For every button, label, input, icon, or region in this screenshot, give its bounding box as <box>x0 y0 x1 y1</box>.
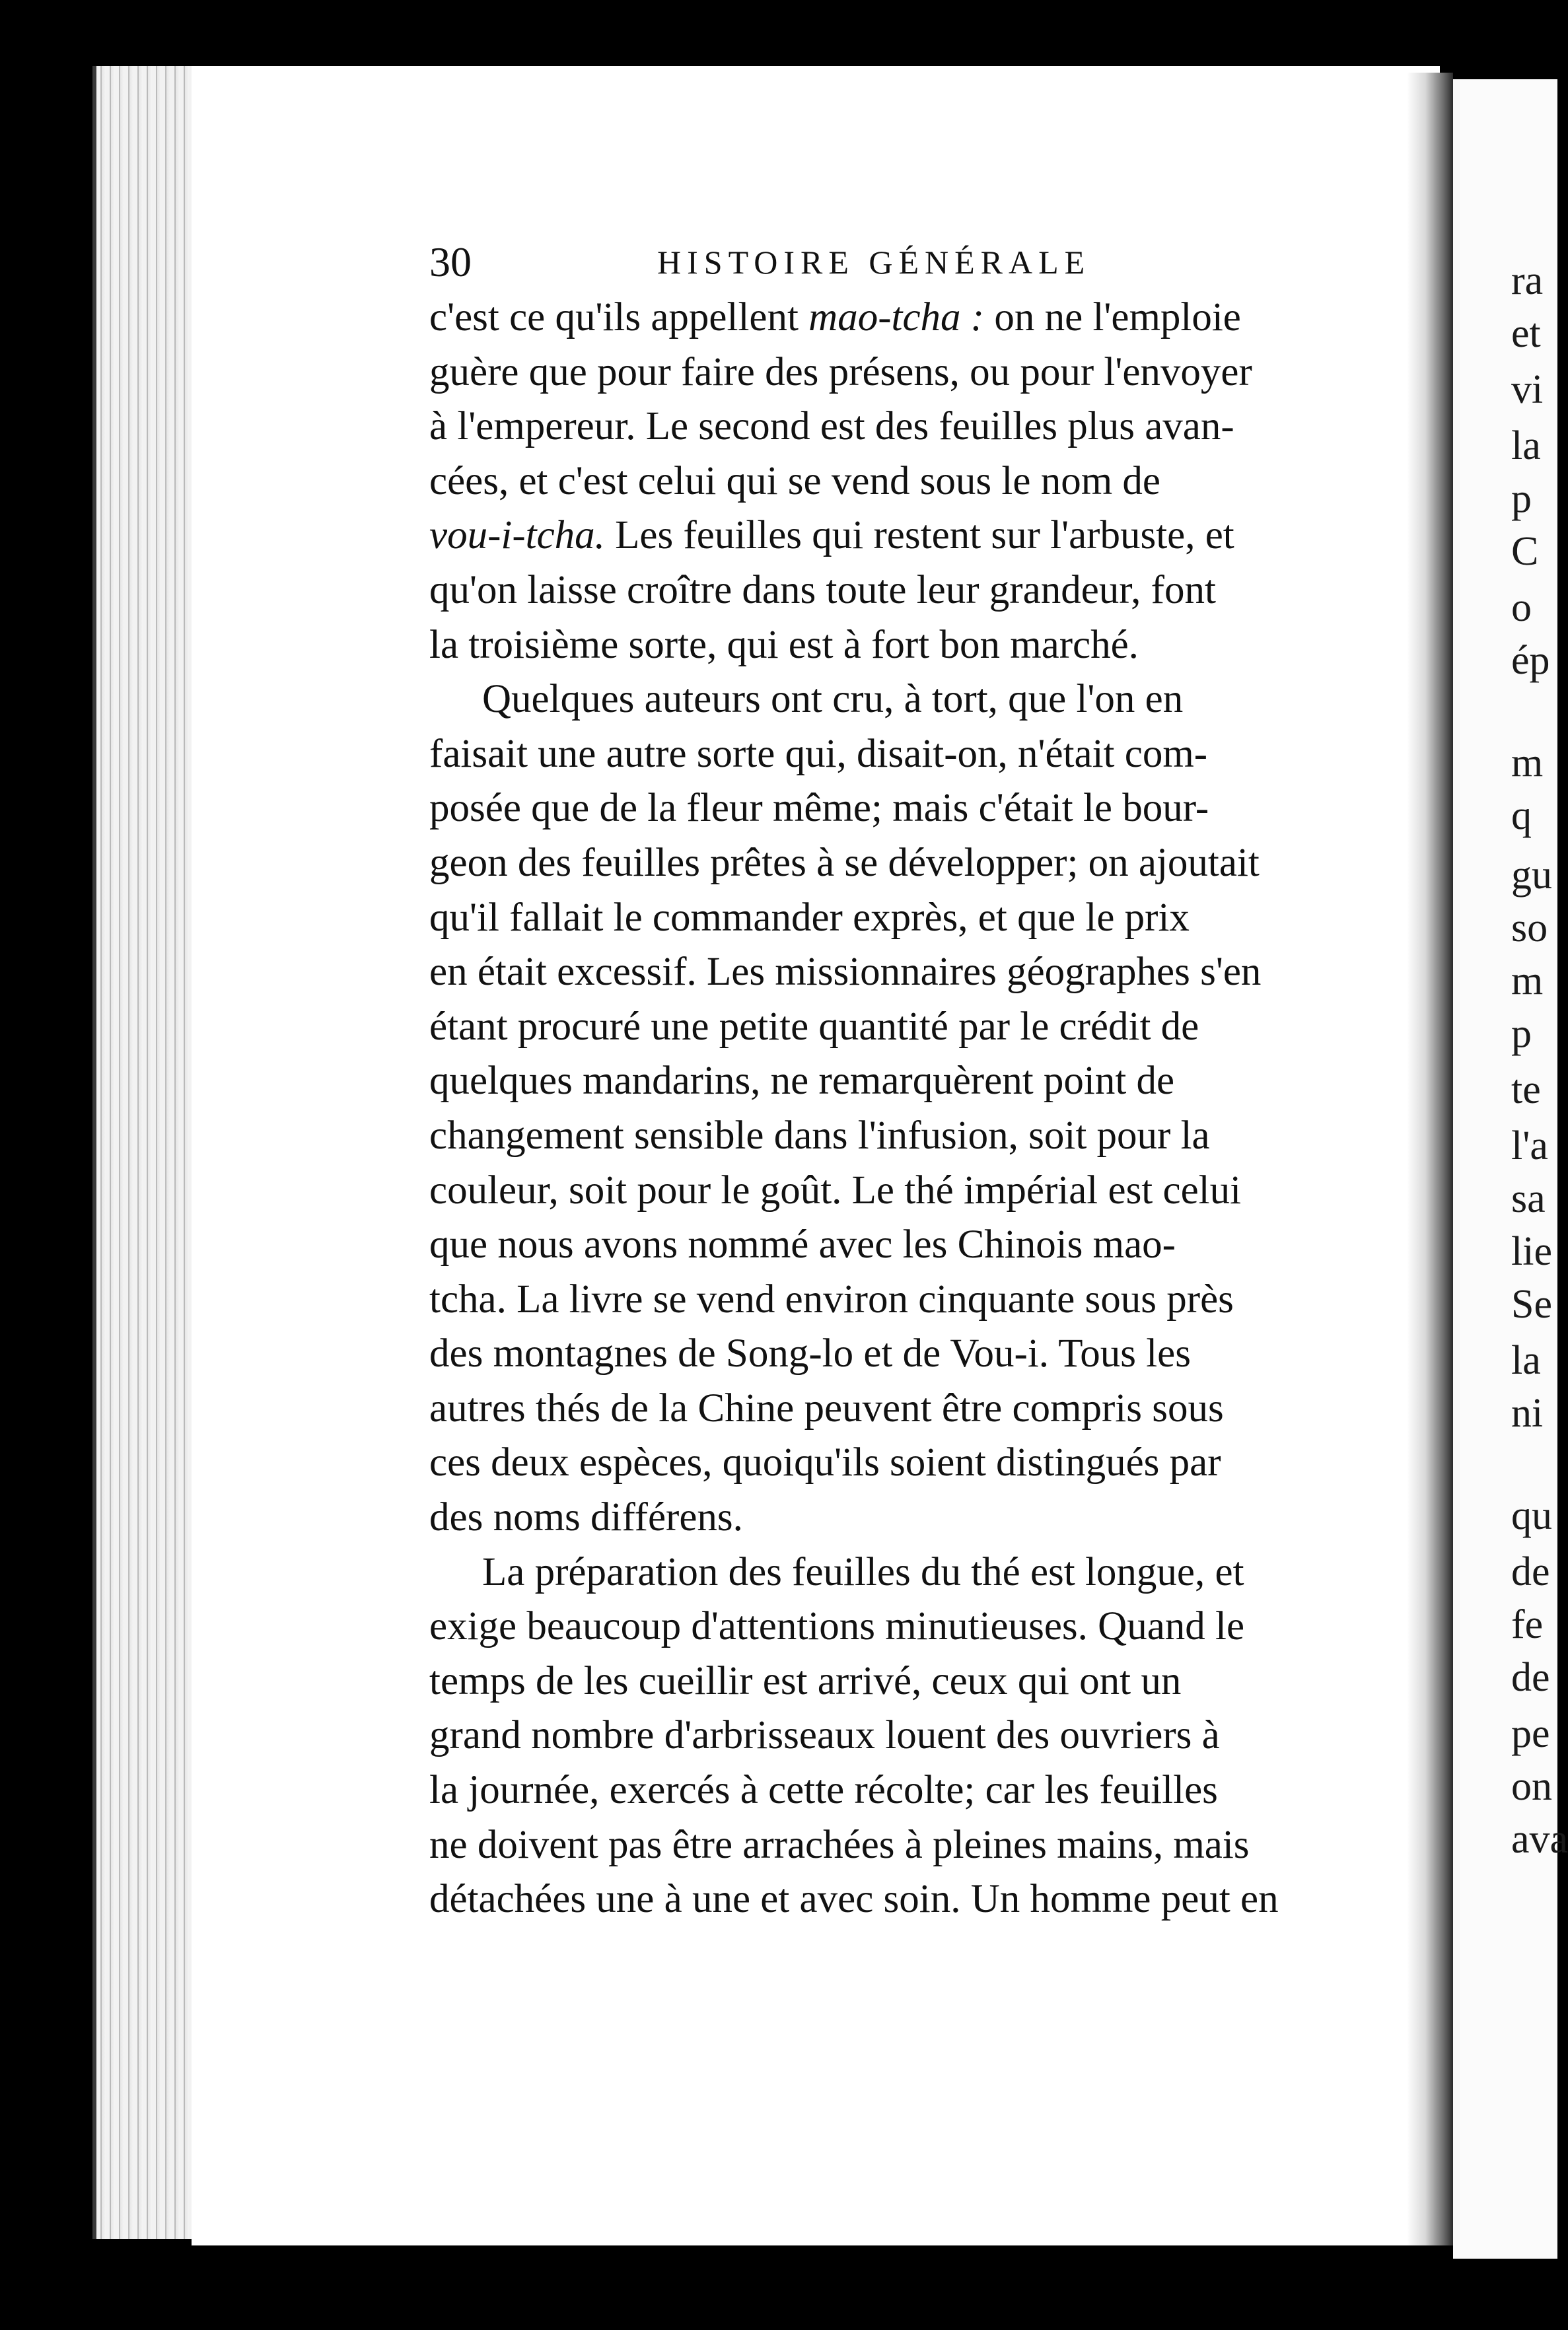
text-line: La préparation des feuilles du thé est longue, et <box>482 1549 1244 1594</box>
page-header <box>429 238 1268 291</box>
text-line: changement sensible dans l'infusion, soit pour la <box>429 1113 1210 1158</box>
facing-page <box>1453 79 1568 2259</box>
facing-page-fragment: on <box>1511 1764 1552 1809</box>
text-line: tcha. La livre se vend environ cinquante sous près <box>429 1277 1234 1322</box>
italic-term: vou-i-tcha. <box>429 513 605 558</box>
text-line: quelques mandarins, ne remarquèrent point de <box>429 1059 1175 1104</box>
page-number: 30 <box>429 238 472 285</box>
facing-page-fragment: gu <box>1511 853 1552 898</box>
facing-page-fragment: C <box>1511 529 1539 574</box>
facing-page-fragment: de <box>1511 1549 1550 1594</box>
facing-page-fragment: pe <box>1511 1711 1550 1756</box>
text-run: c'est ce qu'ils appellent <box>429 295 809 339</box>
text-line: en était excessif. Les missionnaires géographes s'en <box>429 950 1262 995</box>
facing-page-fragment: m <box>1511 740 1544 785</box>
text-line: qu'il fallait le commander exprès, et que le prix <box>429 895 1190 940</box>
text-line: des montagnes de Song-lo et de Vou-i. Tous les <box>429 1331 1191 1376</box>
text-line: qu'on laisse croître dans toute leur grandeur, font <box>429 567 1216 612</box>
text-run: Les feuilles qui restent sur l'arbuste, et <box>604 513 1234 558</box>
text-line: grand nombre d'arbrisseaux louent des ouvriers à <box>429 1713 1220 1758</box>
text-line: que nous avons nommé avec les Chinois mao- <box>429 1222 1176 1267</box>
text-line: la journée, exercés à cette récolte; car les feuilles <box>429 1768 1218 1813</box>
facing-page-fragment: l'a <box>1511 1123 1548 1168</box>
text-line: Quelques auteurs ont cru, à tort, que l'on en <box>482 677 1184 722</box>
facing-page-fragment: so <box>1511 905 1548 950</box>
facing-page-fragment: et <box>1511 311 1541 356</box>
text-line <box>429 291 1341 345</box>
facing-page-fragment: la <box>1511 1338 1541 1383</box>
text-run: on ne l'emploie <box>984 295 1241 339</box>
running-head: HISTOIRE GÉNÉRALE <box>657 244 1091 281</box>
text-line: ces deux espèces, quoiqu'ils soient distingués par <box>429 1440 1221 1485</box>
text-line: la troisième sorte, qui est à fort bon marché. <box>429 622 1139 667</box>
text-line: couleur, soit pour le goût. Le thé impérial est celui <box>429 1168 1242 1213</box>
text-line: à l'empereur. Le second est des feuilles plus avan- <box>429 404 1234 449</box>
text-line: temps de les cueillir est arrivé, ceux qui ont un <box>429 1658 1182 1703</box>
text-line: des noms différens. <box>429 1495 743 1540</box>
facing-page-fragment: Se <box>1511 1282 1552 1327</box>
facing-page-fragment: te <box>1511 1067 1541 1112</box>
text-line: faisait une autre sorte qui, disait-on, n'était com- <box>429 731 1208 776</box>
text-line <box>429 509 1341 563</box>
facing-page-fragment: q <box>1511 793 1532 838</box>
facing-page-fragment: la <box>1511 423 1541 468</box>
text-line: exige beaucoup d'attentions minutieuses. Quand le <box>429 1604 1245 1649</box>
text-line: détachées une à une et avec soin. Un homme peut en <box>429 1877 1279 1922</box>
facing-page-fragment: sa <box>1511 1176 1546 1221</box>
facing-page-fragment: qu <box>1511 1493 1552 1538</box>
facing-page-fragment: lie <box>1511 1229 1552 1274</box>
text-line: posée que de la fleur même; mais c'était le bour- <box>429 786 1209 831</box>
facing-page-fragment: ava <box>1511 1817 1568 1862</box>
text-line: cées, et c'est celui qui se vend sous le nom de <box>429 458 1160 503</box>
facing-page-fragment: p <box>1511 1011 1532 1056</box>
book-gutter <box>1407 73 1453 2245</box>
facing-page-fragment: ni <box>1511 1391 1544 1436</box>
facing-page-fragment: vi <box>1511 367 1544 412</box>
italic-term: mao-tcha : <box>808 295 985 339</box>
text-line: geon des feuilles prêtes à se développer; on ajoutait <box>429 840 1260 885</box>
body-text <box>429 291 1341 1927</box>
text-line: ne doivent pas être arrachées à pleines mains, mais <box>429 1822 1250 1867</box>
text-line: étant procuré une petite quantité par le crédit de <box>429 1004 1199 1049</box>
facing-page-fragment: ra <box>1511 258 1544 303</box>
facing-page-fragment: m <box>1511 958 1544 1003</box>
facing-page-fragment: ép <box>1511 638 1550 683</box>
facing-page-fragment: p <box>1511 476 1532 521</box>
facing-page-fragment: de <box>1511 1655 1550 1700</box>
text-line: guère que pour faire des présens, ou pour l'envoyer <box>429 349 1252 394</box>
facing-page-fragment: o <box>1511 585 1532 630</box>
text-line: autres thés de la Chine peuvent être compris sous <box>429 1386 1224 1430</box>
facing-page-fragment: fe <box>1511 1602 1544 1647</box>
